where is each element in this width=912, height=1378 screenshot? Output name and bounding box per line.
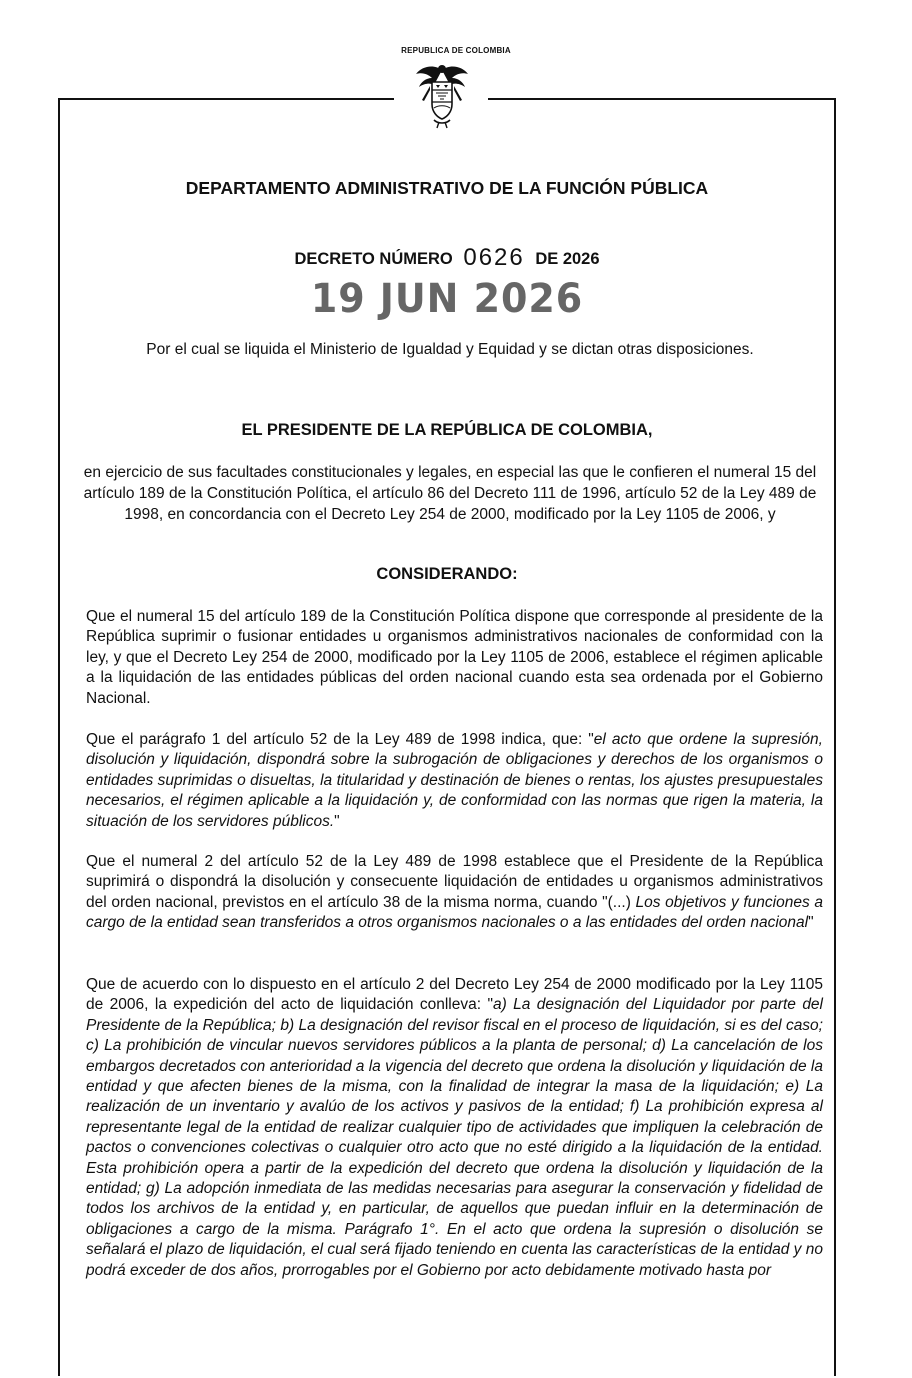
paragraph-4	[86, 975, 823, 1281]
president-heading: EL PRESIDENTE DE LA REPÚBLICA DE COLOMBIA,	[241, 421, 653, 439]
paragraph-2	[86, 730, 823, 832]
paragraph-2-quote: el acto que ordene la supresión, disolución y liquidación, dispondrá sobre la subrogación de obligaciones y derechos de los organismos o entidades suprimidas o disueltas, la titularidad y destinación de bienes o rentas, los ajustes presupuestales necesarios, el régimen aplicable a la liquidación y, de conformidad con las normas que rigen la materia, la situación de los servidores públicos.	[86, 731, 823, 830]
legal-basis-intro: en ejercicio de sus facultades constitucionales y legales, en especial las que le confieren el numeral 15 del artículo 189 de la Constitución Política, el artículo 86 del Decreto 111 de 1996, artículo 52 de la Ley 489 de 1998, en concordancia con el Decreto Ley 254 de 2000, modificado por la Ley 1105 de 2006, y	[83, 464, 817, 523]
paragraph-2-lead: Que el parágrafo 1 del artículo 52 de la Ley 489 de 1998 indica, que: "	[86, 731, 594, 748]
republic-label: REPUBLICA DE COLOMBIA	[401, 46, 511, 55]
paragraph-4-quote: a) La designación del Liquidador por parte del Presidente de la República; b) La designación del revisor fiscal en el proceso de liquidación, si es del caso; c) La prohibición de vincular nuevos servidores públicos a la planta de personal; d) La cancelación de los embargos decretados con anterioridad a la vigencia del decreto que ordena la disolución y liquidación de la entidad y que afecten bienes de la misma, con la finalidad de integrar la masa de la liquidación; e) La realización de un inventario y avalúo de los activos y pasivos de la entidad; f) La prohibición expresa al representante legal de la entidad de realizar cualquier tipo de actividades que impliquen la celebración de pactos o convenciones colectivas o cualquier otro acto que no esté dirigido a la liquidación de la entidad. Esta prohibición opera a partir de la expedición del decreto que ordena la disolución y liquidación de la entidad; g) La adopción inmediata de las medidas necesarias para asegurar la conservación y fidelidad de todos los archivos de la entidad y, en particular, de aquellos que puedan influir en la determinación de obligaciones a cargo de la misma. Parágrafo 1°. En el acto que ordena la supresión o disolución se señalará el plazo de liquidación, el cual será fijado teniendo en cuenta las características de la entidad y no podrá exceder de dos años, prorrogables por el Gobierno por acto debidamente motivado hasta por	[86, 996, 823, 1279]
decree-label: DECRETO NÚMERO	[294, 250, 453, 268]
paragraph-3-tail: "	[808, 914, 814, 932]
paragraph-2-tail: "	[334, 812, 340, 830]
decree-year: DE 2026	[535, 250, 600, 268]
frame-top-right-border	[488, 98, 835, 100]
paragraph-3	[86, 852, 823, 934]
paragraph-3-lead: Que el numeral 2 del artículo 52 de la Ley 489 de 1998 establece que el Presidente de la República suprimirá o dispondrá la disolución y consecuente liquidación de entidades u organismos administrativos del orden nacional, previstos en el artículo 38 de la misma norma, cuando "(...)	[86, 853, 823, 911]
decree-heading	[60, 243, 834, 271]
frame-right-border	[834, 98, 836, 1376]
frame-left-border	[58, 98, 60, 1376]
date-stamp: 19 JUN 2026	[310, 276, 584, 322]
department-title: DEPARTAMENTO ADMINISTRATIVO DE LA FUNCIÓN PÚBLICA	[185, 178, 709, 198]
frame-top-left-border	[58, 98, 394, 100]
colombia-coat-of-arms-icon	[412, 60, 472, 130]
paragraph-3-quote: Los objetivos y funciones a cargo de la entidad sean transferidos a otros organismos nacionales o a las entidades del orden nacional	[86, 893, 823, 932]
paragraph-1: Que el numeral 15 del artículo 189 de la Constitución Política dispone que corresponde al presidente de la República suprimir o fusionar entidades u organismos administrativos nacionales de conformidad con la ley, y que el Decreto Ley 254 de 2000, modificado por la Ley 1105 de 2006, establece el régimen aplicable a la liquidación de las entidades públicas del orden nacional cuando esta sea ordenada por el Gobierno Nacional.	[86, 608, 823, 707]
considering-heading: CONSIDERANDO:	[376, 565, 518, 583]
decree-number: 0626	[463, 244, 525, 271]
decree-subject: Por el cual se liquida el Ministerio de Igualdad y Equidad y se dictan otras disposiciones.	[146, 341, 754, 358]
paragraph-4-lead: Que de acuerdo con lo dispuesto en el artículo 2 del Decreto Ley 254 de 2000 modificado por la Ley 1105 de 2006, la expedición del acto de liquidación conlleva: "	[86, 976, 823, 1014]
